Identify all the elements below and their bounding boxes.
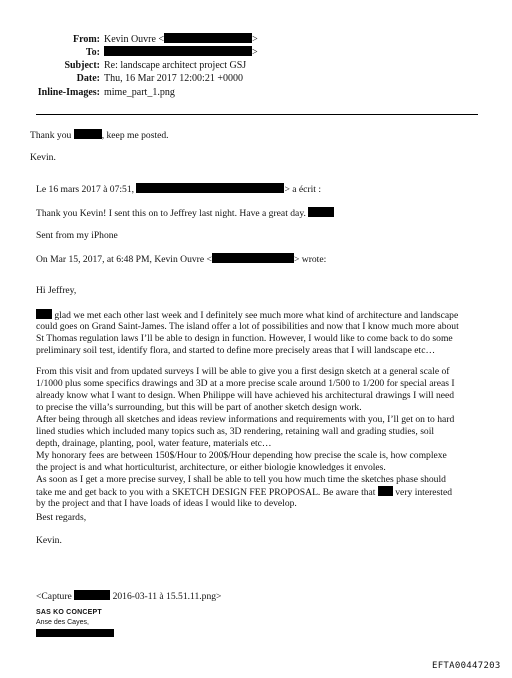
redaction-box (36, 629, 114, 637)
date-value: Thu, 16 Mar 2017 12:00:21 +0000 (104, 73, 243, 84)
from-name: Kevin Ouvre < (104, 34, 165, 45)
date-label: Date: (76, 73, 100, 84)
letter-greeting: Hi Jeffrey, (36, 285, 77, 296)
letter-paragraph-2: From this visit and from updated surveys I will be able to give you a first design sketch at a general scale of 1/1000 plus some specifics drawings and 3D at a more precise scale around 1/500 to 1/200 for special areas I already know what I want to design. When Philippe will have achieved his architectural drawings I will need to precise the villa’s surrounding, but this will be part of another sketch design work. After being through all sketches and ideas review informations and requirements with you, I’ll get on to hard lined studies which included many topics such as, 3D rendering, retaining wall and grading studies, soil depth, drainage, planting, pool, water feature, materials etc… My honorary fees are between 150$/Hour to 200$/Hour depending how precise the scale is, how complexe the project is and what horticulturist, architecture, or either biologie knowledges it envoles. As soon as I get a more precise survey, I shall be able to tell you how much time the sketches phase should take me and get back to you with a SKETCH DESIGN FEE PROPOSAL. Be aware that very interested by the project and that I have loads of ideas I would like to develop. (36, 366, 455, 509)
redaction-box (212, 253, 294, 263)
redaction-box (378, 486, 393, 496)
bates-number: EFTA00447203 (432, 661, 501, 671)
inline-images-label: Inline-Images: (37, 87, 100, 98)
subject-label: Subject: (64, 60, 100, 71)
from-close: > (252, 34, 258, 45)
letter-paragraph-1: glad we met each other last week and I definitely see much more what kind of architecture and landscape could goes on Grand Saint-James. The island offer a lot of possibilities and now that I know much more about St Thomas regulation laws I’ll be able to design in function. However, I would like to come back to do some preliminary soil test, identify flora, and started to define more precisely areas that I will landscape etc… (36, 310, 459, 356)
letter-closing: Best regards, (36, 512, 87, 523)
to-close: > (252, 47, 258, 58)
to-label: To: (85, 47, 100, 58)
reply-signoff: Kevin. (30, 152, 56, 163)
signature-company: SAS KO CONCEPT (36, 609, 102, 616)
capture-attachment: <Capture 2016-03-11 à 15.51.11.png> (36, 591, 222, 602)
redaction-box (136, 183, 284, 193)
quote-intro: Le 16 mars 2017 à 07:51, > a écrit : (36, 184, 322, 195)
inline-images-value: mime_part_1.png (104, 87, 175, 98)
redaction-box (164, 33, 252, 43)
redaction-box (104, 46, 252, 56)
signature-address: Anse des Cayes, (36, 619, 89, 626)
quote-body: Thank you Kevin! I sent this on to Jeffrey last night. Have a great day. (36, 207, 334, 220)
letter-signoff: Kevin. (36, 535, 62, 546)
reply-thanks: Thank you , keep me posted. (30, 130, 169, 141)
subject-value: Re: landscape architect project GSJ (104, 60, 247, 71)
quote-wrote: On Mar 15, 2017, at 6:48 PM, Kevin Ouvre < > wrote: (36, 254, 327, 265)
redaction-box (74, 129, 102, 139)
quote-sent-from: Sent from my iPhone (36, 230, 118, 241)
redaction-box (308, 207, 334, 217)
redaction-box (74, 590, 110, 600)
from-label: From: (72, 34, 100, 45)
header-divider (36, 114, 478, 115)
redaction-box (36, 309, 52, 319)
